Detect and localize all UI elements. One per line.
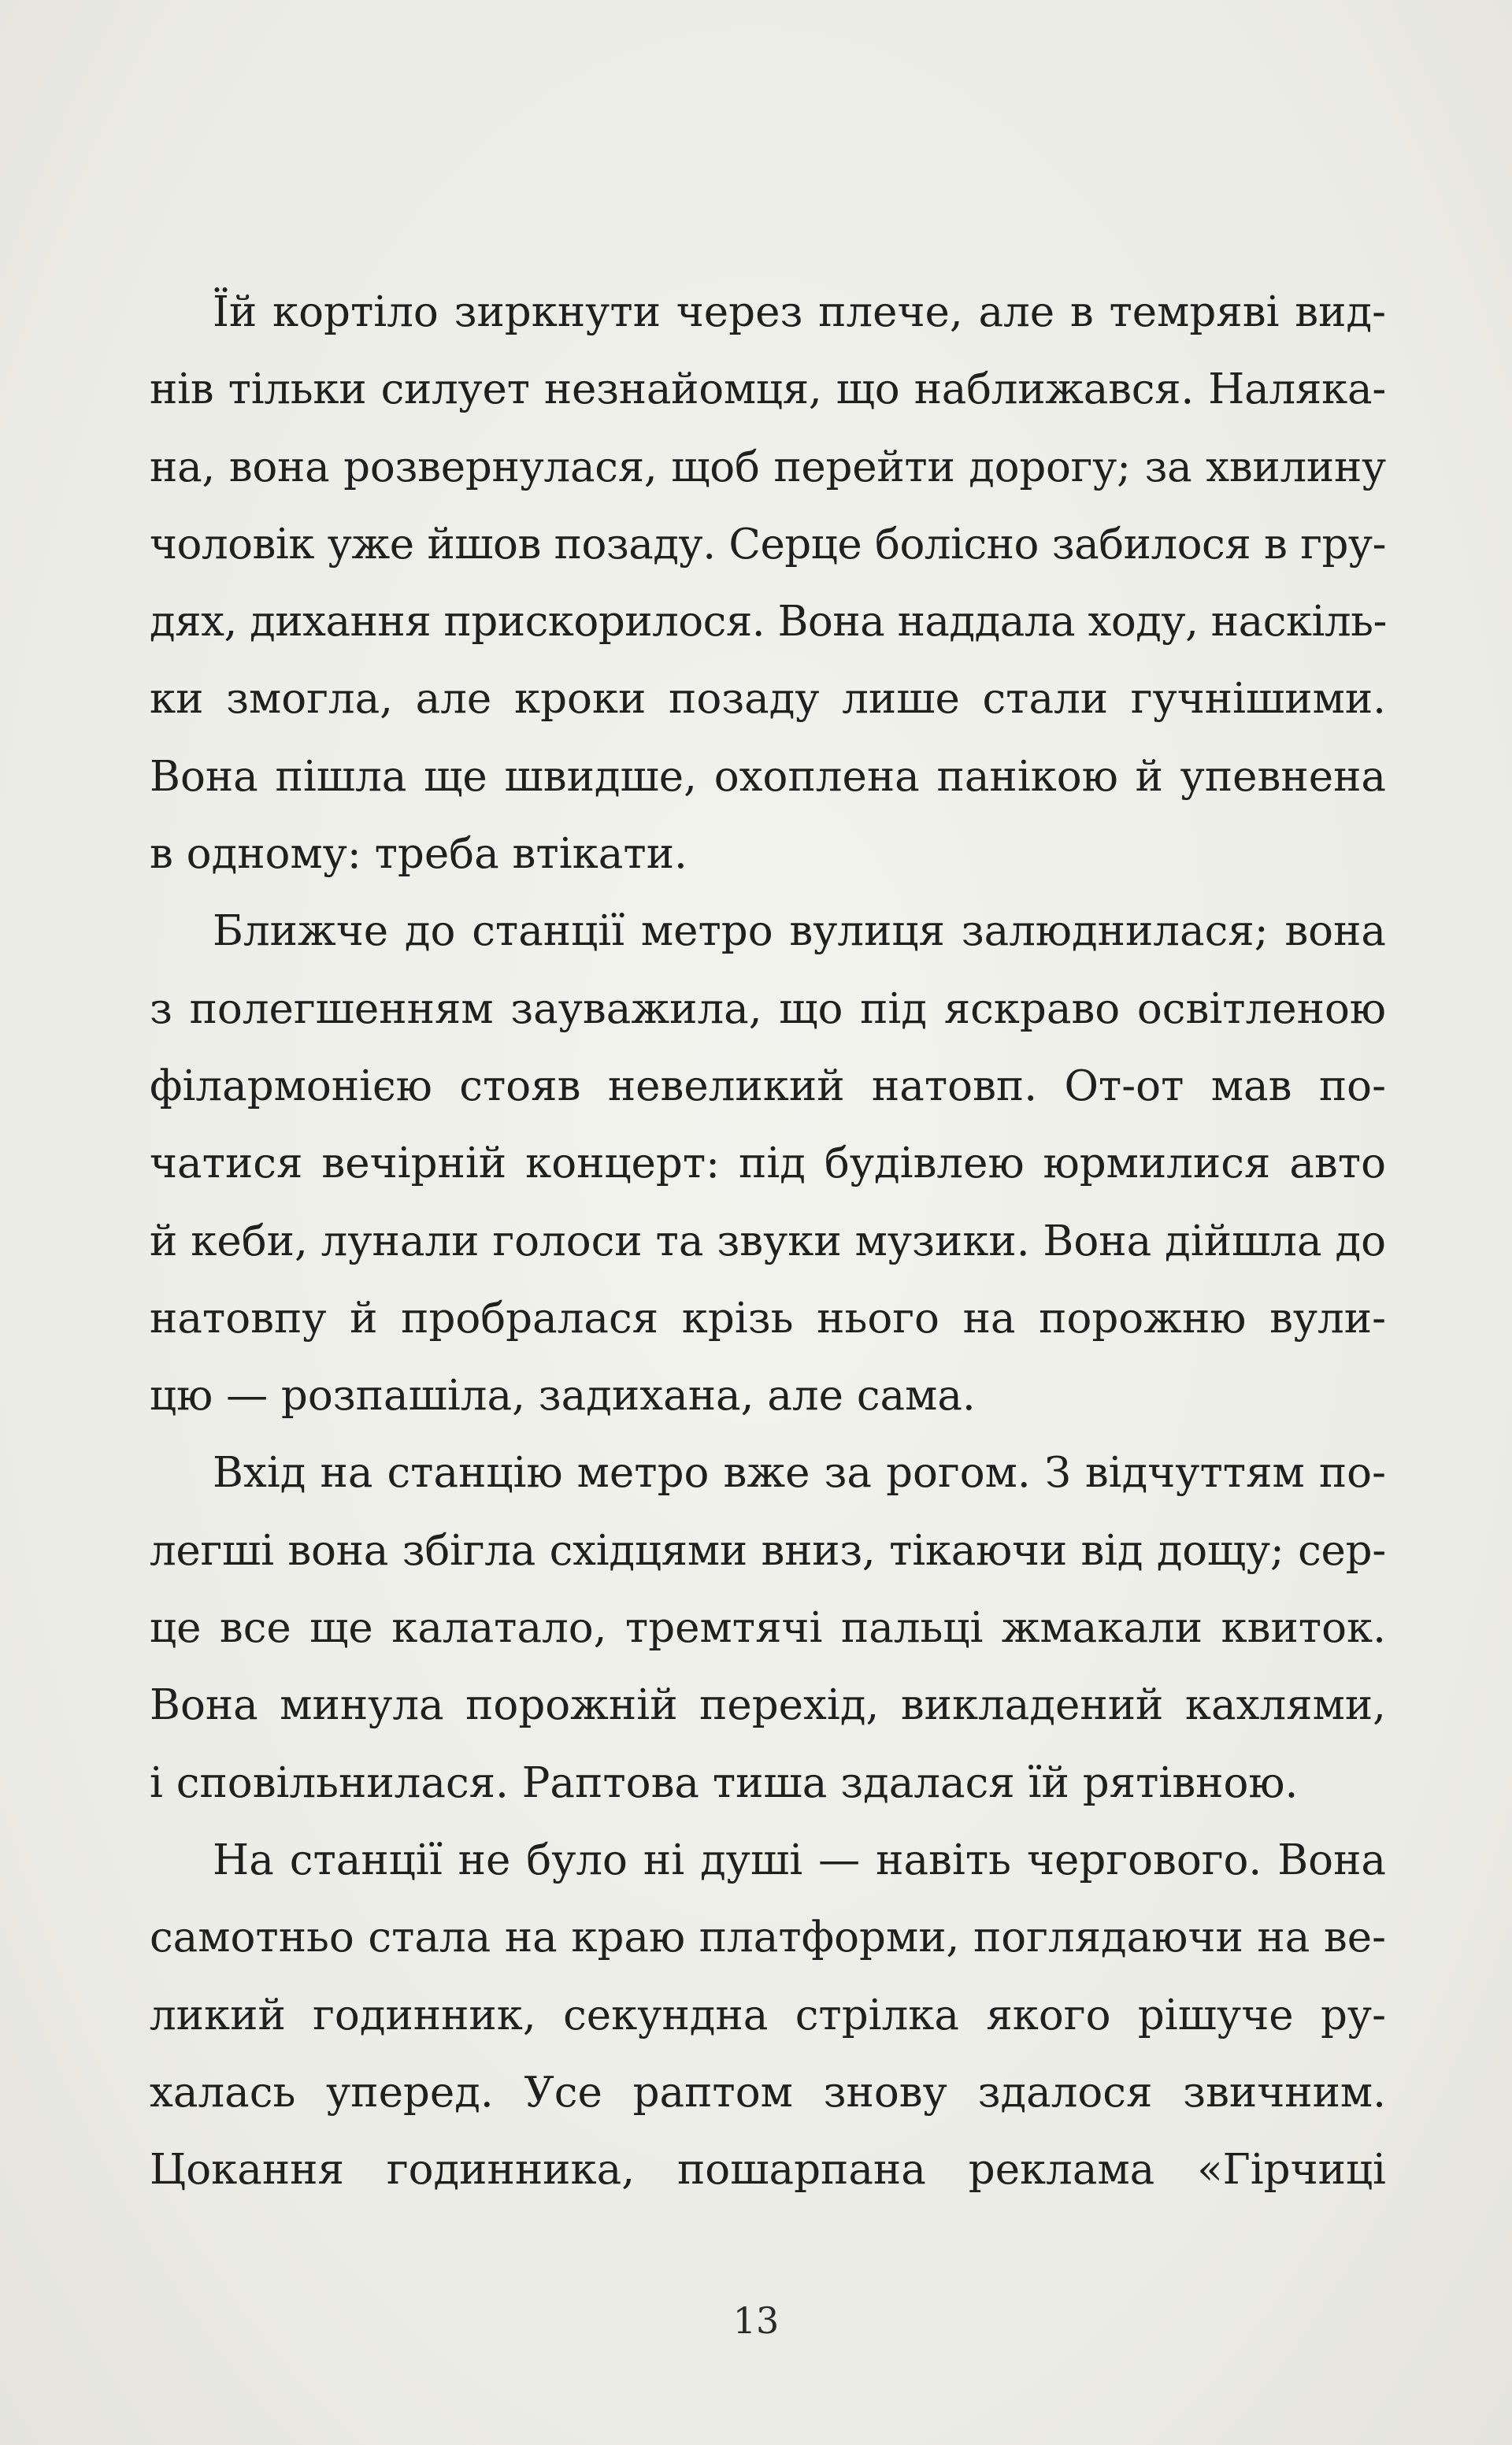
text-line: в одному: треба втікати.	[150, 830, 687, 879]
text-line: Їй кортіло зиркнути через плече, але в темряві вид-	[213, 288, 1386, 336]
text-line: цю — розпашіла, задихана, але сама.	[150, 1372, 976, 1421]
text-line: Вона минула порожній перехід, викладений кахлями,	[150, 1681, 1386, 1730]
text-line: чатися вечірній концерт: під будівлею юрмилися авто	[150, 1139, 1386, 1188]
text-line: з полегшенням зауважила, що під яскраво освітленою	[150, 984, 1386, 1033]
text-line: Ближче до станції метро вулиця залюднилася; вона	[213, 907, 1386, 956]
text-line: ки змогла, але кроки позаду лише стали гучнішими.	[150, 675, 1386, 724]
text-line: натовпу й пробралася крізь нього на порожню вули-	[150, 1294, 1386, 1343]
text-line: дях, дихання прискорилося. Вона наддала ходу, наскіль-	[150, 598, 1387, 646]
text-line: ликий годинник, секундна стрілка якого рішуче ру-	[150, 1991, 1386, 2039]
text-line: чоловік уже йшов позаду. Серце болісно забилося в гру-	[150, 520, 1386, 569]
text-line: і сповільнилася. Раптова тиша здалася їй рятівною.	[150, 1758, 1299, 1807]
text-line: халась уперед. Усе раптом знову здалося звичним.	[150, 2068, 1386, 2117]
page-number: 13	[732, 2299, 780, 2342]
text-line: філармонією стояв невеликий натовп. От-от мав по-	[150, 1061, 1386, 1110]
text-line: нів тільки силует незнайомця, що наближався. Наляка-	[150, 365, 1386, 414]
text-line: На станції не було ні душі — навіть чергового. Вона	[213, 1836, 1386, 1884]
text-line: це все ще калатало, тремтячі пальці жмакали квиток.	[150, 1604, 1386, 1653]
text-line: легші вона збігла східцями вниз, тікаючи від дощу; сер-	[150, 1526, 1386, 1575]
text-line: Цокання годинника, пошарпана реклама «Гірчиці	[150, 2146, 1386, 2195]
text-line: й кеби, лунали голоси та звуки музики. Вона дійшла до	[150, 1217, 1386, 1265]
body-text	[150, 274, 1386, 2209]
text-line: Вона пішла ще швидше, охоплена панікою й упевнена	[150, 752, 1386, 801]
text-line: Вхід на станцію метро вже за рогом. З відчуттям по-	[213, 1449, 1386, 1498]
text-line: на, вона розвернулася, щоб перейти дорогу; за хвилину	[150, 443, 1386, 491]
text-line: самотньо стала на краю платформи, поглядаючи на ве-	[150, 1913, 1386, 1962]
